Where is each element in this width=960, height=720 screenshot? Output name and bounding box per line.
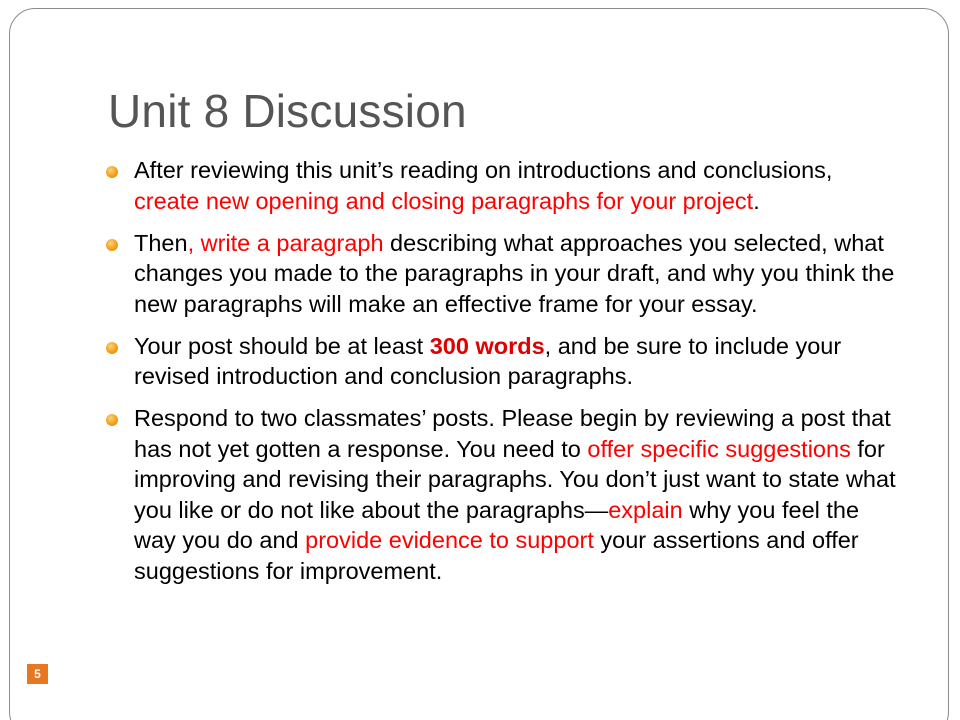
- bullet-item-4: [106, 403, 896, 586]
- bullet-item-1: [106, 155, 896, 216]
- emphasis-text: , write a paragraph: [187, 229, 384, 256]
- slide-title: Unit 8 Discussion: [108, 85, 467, 137]
- bullet-text: Respond to two classmates’ posts. Please begin by reviewing a post that has not yet gotten a response. You need to: [134, 405, 891, 462]
- bullet-item-2: [106, 228, 896, 320]
- bullet-text: Your post should be at least: [134, 332, 430, 359]
- bullet-text: for improving and revising their paragraphs. You don’t just want to state what you like or do not like about the paragraphs—: [134, 435, 896, 523]
- bullet-text: , and be sure to include your revised introduction and conclusion paragraphs.: [134, 332, 842, 389]
- bullet-text: .: [753, 187, 760, 214]
- bullet-dot-icon: [106, 239, 118, 251]
- emphasis-text: provide evidence to support: [305, 527, 594, 553]
- bullet-list: [106, 155, 896, 598]
- bullet-text: describing what approaches you selected, what changes you made to the paragraphs in your draft, and why you think the new paragraphs will make an effective frame for your essay.: [134, 229, 895, 317]
- bullet-text: your assertions and offer suggestions for improvement.: [134, 527, 859, 584]
- bullet-dot-icon: [106, 342, 118, 354]
- word-count-emphasis: 300 words: [429, 332, 545, 359]
- bullet-text: why you feel the way you do and: [134, 496, 860, 553]
- bullet-dot-icon: [106, 414, 118, 426]
- emphasis-text: explain: [608, 496, 683, 523]
- slide-number-badge: 5: [27, 664, 48, 684]
- bullet-dot-icon: [106, 166, 118, 178]
- bullet-item-3: [106, 331, 896, 392]
- emphasis-text: create new opening and closing paragraphs for your project: [134, 187, 754, 214]
- bullet-text: Then: [134, 229, 188, 256]
- emphasis-text: offer specific suggestions: [587, 435, 851, 462]
- bullet-text: After reviewing this unit’s reading on introductions and conclusions,: [134, 157, 833, 183]
